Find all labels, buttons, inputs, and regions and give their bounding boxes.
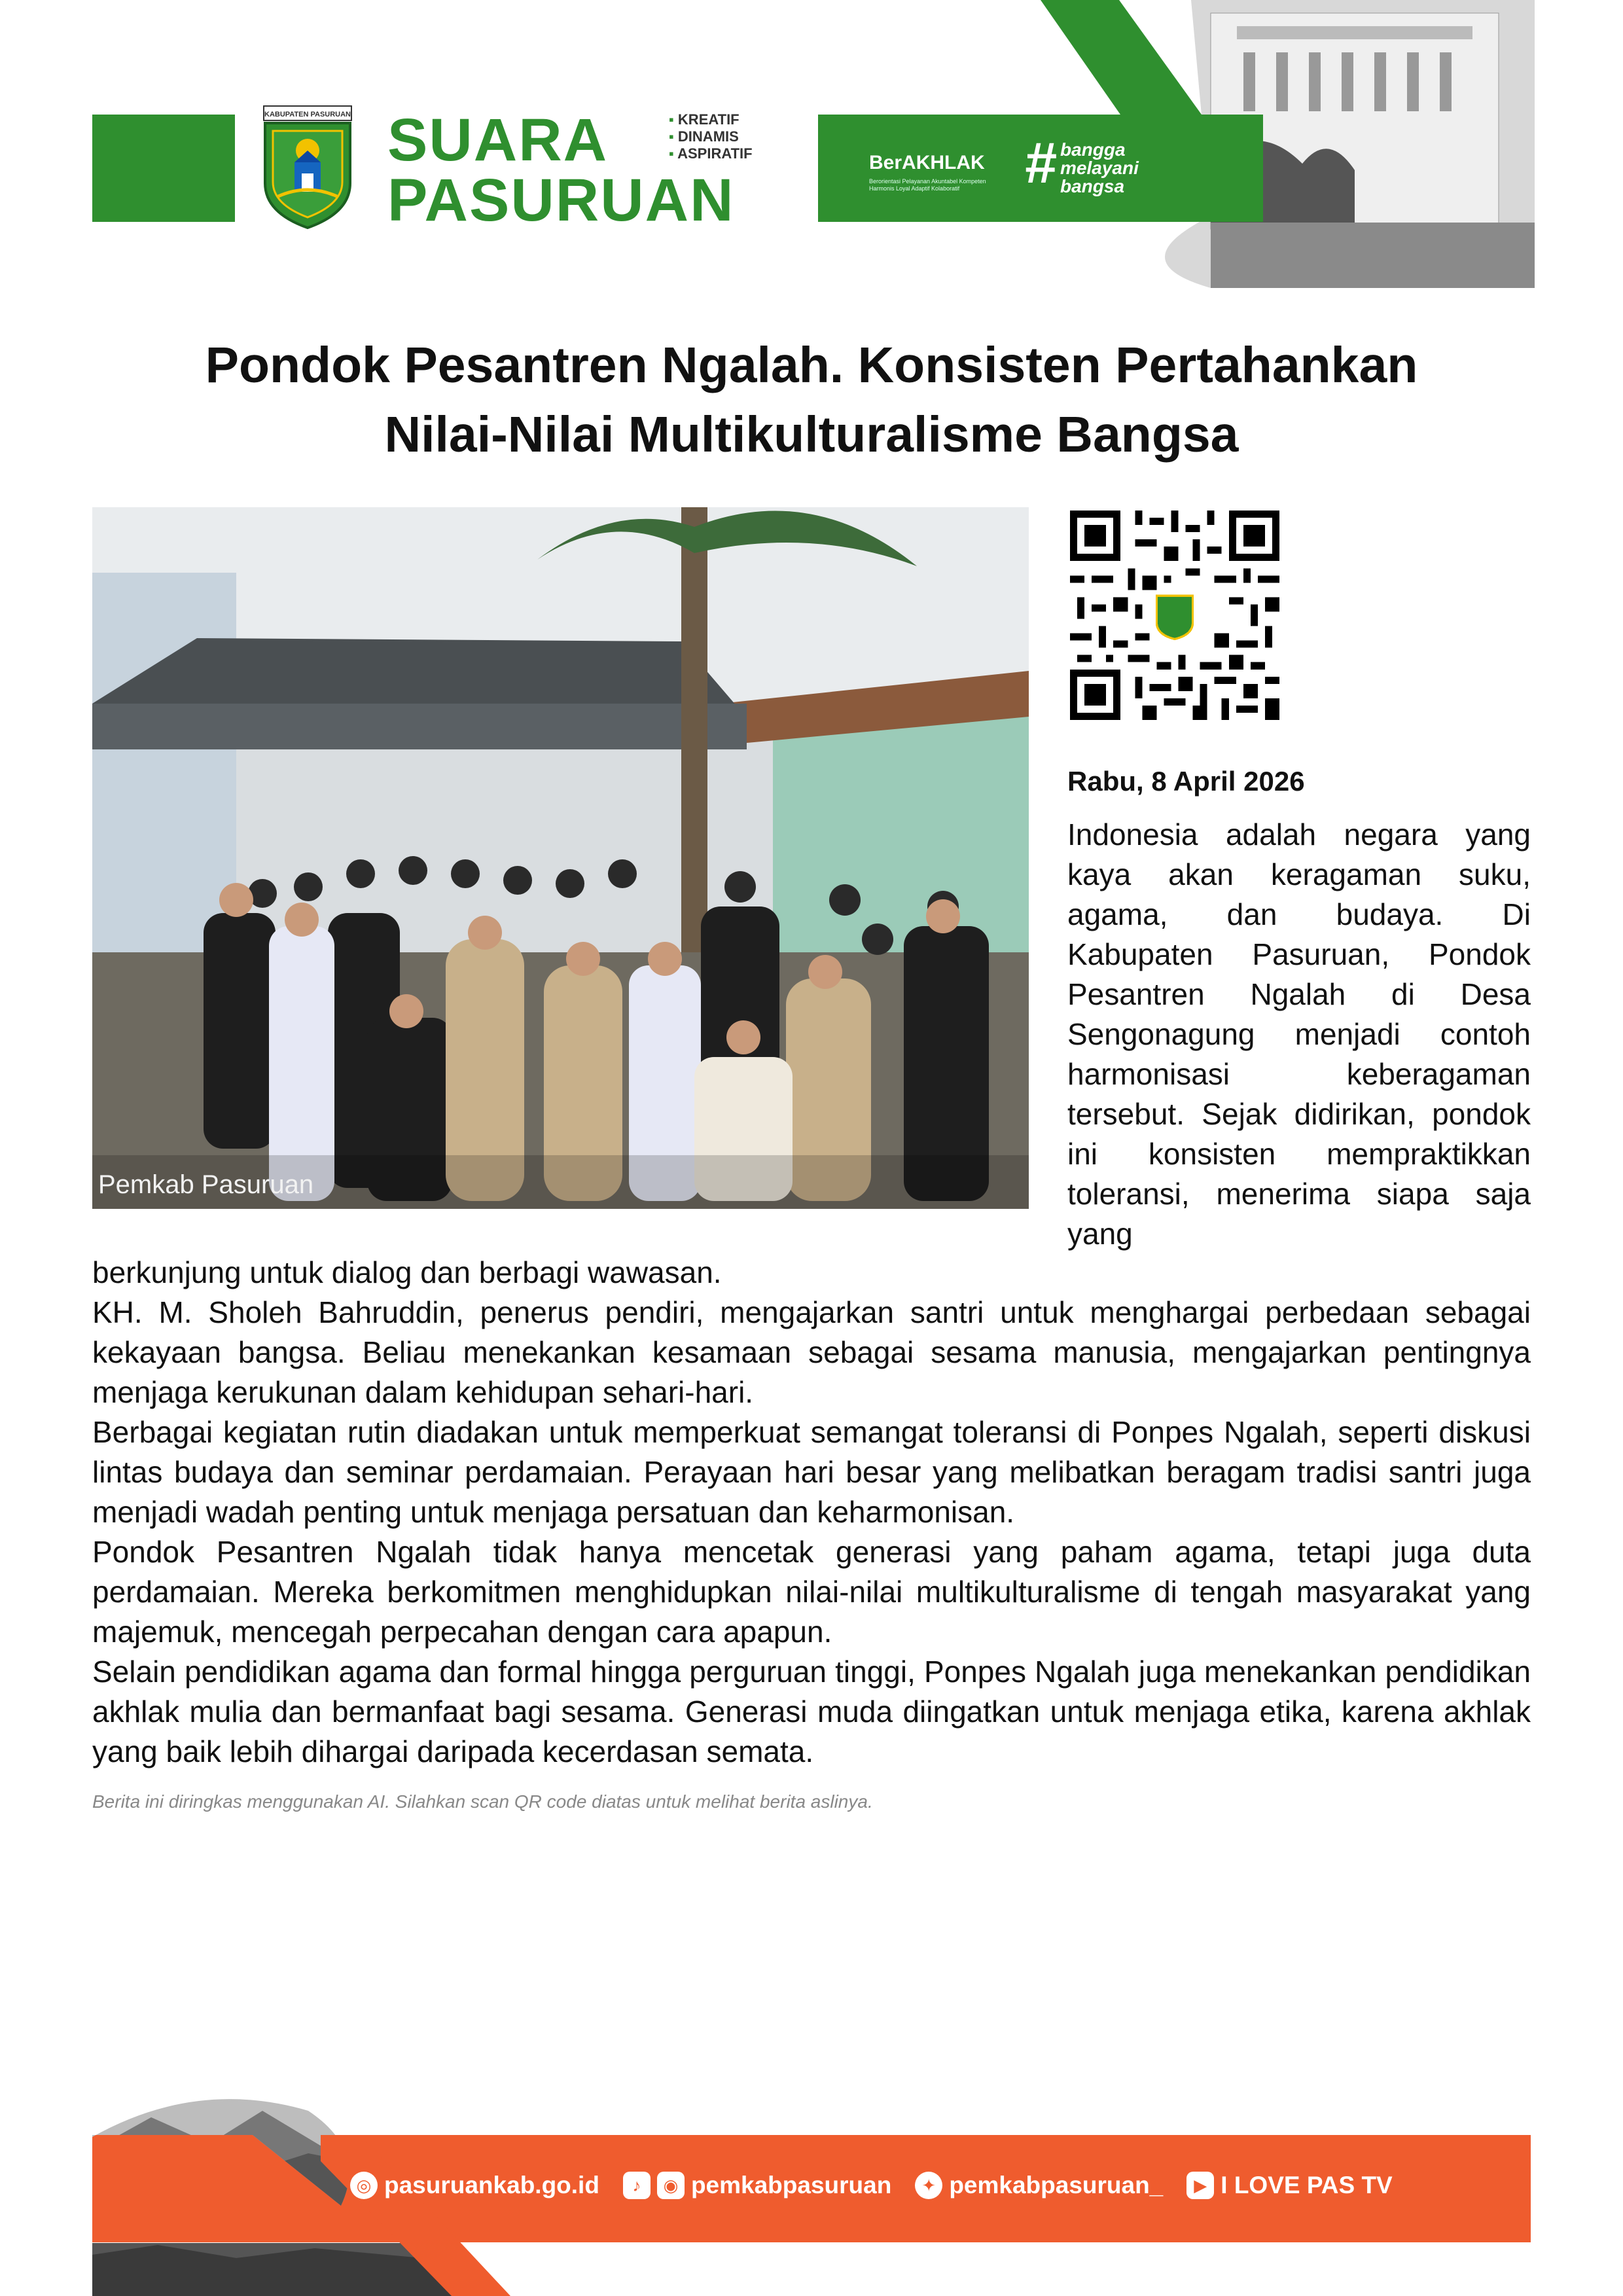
qr-code-icon[interactable]: [1070, 511, 1279, 720]
tiktok-icon: ♪: [623, 2172, 651, 2199]
brand-tagline: [669, 111, 753, 162]
website-link[interactable]: [350, 2172, 599, 2199]
article-body: [92, 1253, 1531, 1772]
article-paragraph: berkunjung untuk dialog dan berbagi wawasan.: [92, 1255, 722, 1289]
twitter-link[interactable]: [915, 2172, 1163, 2199]
ai-disclaimer: Berita ini diringkas menggunakan AI. Silahkan scan QR code diatas untuk melihat berita aslinya.: [92, 1791, 873, 1812]
youtube-icon: ▶: [1186, 2172, 1214, 2199]
brand-line-1: SUARA: [387, 107, 609, 173]
website-text: pasuruankab.go.id: [384, 2172, 599, 2198]
footer-contact-bar: [350, 2172, 1416, 2199]
article-paragraph: Berbagai kegiatan rutin diadakan untuk memperkuat semangat toleransi di Ponpes Ngalah, seperti diskusi lintas budaya dan seminar perdamaian. Perayaan hari besar yang melibatkan beragam tradisi santri juga menjadi wadah penting untuk menjaga persatuan dan keharmonisan.: [92, 1415, 1531, 1529]
social-link[interactable]: [623, 2172, 891, 2199]
article-paragraph: KH. M. Sholeh Bahruddin, penerus pendiri, mengajarkan santri untuk menghargai perbedaan sebagai kekayaan bangsa. Beliau menekankan kesamaan sebagai sesama manusia, mengajarkan pentingnya menjaga kerukunan dalam kehidupan sehari-hari.: [92, 1295, 1531, 1409]
photo-credit: Pemkab Pasuruan: [98, 1170, 314, 1199]
youtube-link[interactable]: [1186, 2172, 1392, 2199]
article-date: Rabu, 8 April 2026: [1067, 766, 1305, 797]
title-line-1: Pondok Pesantren Ngalah. Konsisten Pertahankan: [205, 337, 1418, 393]
tagline-item: ▪ KREATIF: [669, 111, 753, 128]
article-paragraph: Selain pendidikan agama dan formal hingga perguruan tinggi, Ponpes Ngalah juga menekankan pendidikan akhlak mulia dan bermanfaat bagi sesama. Generasi muda diingatkan untuk menjaga etika, karena akhlak yang baik lebih dihargai daripada kecerdasan semata.: [92, 1655, 1531, 1768]
bangga-line: melayani: [1060, 158, 1139, 178]
tagline-item: ▪ DINAMIS: [669, 128, 753, 145]
berakhlak-logo: BerAKHLAK: [869, 152, 985, 173]
bangga-line: bangsa: [1060, 176, 1125, 196]
instagram-icon: ◉: [657, 2172, 685, 2199]
globe-icon: ◎: [350, 2172, 378, 2199]
crest-text: KABUPATEN PASURUAN: [264, 111, 351, 118]
bangga-line: bangga: [1060, 139, 1126, 160]
article-lead: Indonesia adalah negara yang kaya akan keragaman suku, agama, dan budaya. Di Kabupaten Pasuruan, Pondok Pesantren Ngalah di Desa Sengonagung menjadi contoh harmonisasi keberagaman tersebut. Sejak didirikan, pondok ini konsisten mempraktikkan toleransi, menerima siapa saja yang: [1067, 817, 1531, 1251]
article-paragraph: Pondok Pesantren Ngalah tidak hanya mencetak generasi yang paham agama, tetapi juga duta perdamaian. Mereka berkomitmen menghidupkan nilai-nilai multikulturalisme di tengah masyarakat yang majemuk, mencegah perpecahan dengan cara apapun.: [92, 1535, 1531, 1649]
bangga-melayani-bangsa: [1060, 141, 1139, 196]
tagline-item: ▪ ASPIRATIF: [669, 145, 753, 162]
brand-line-2: PASURUAN: [387, 167, 735, 234]
social-handle-text: pemkabpasuruan: [690, 2172, 892, 2198]
youtube-text: I LOVE PAS TV: [1221, 2172, 1393, 2198]
twitter-handle-text: pemkabpasuruan_: [949, 2172, 1164, 2198]
hashtag-icon: #: [1024, 130, 1056, 195]
berakhlak-subtitle: Berorientasi Pelayanan Akuntabel Kompeten Harmonis Loyal Adaptif Kolaboratif: [869, 178, 986, 192]
article-title: [98, 331, 1525, 469]
kabupaten-crest-icon: [259, 105, 357, 229]
twitter-icon: ✦: [915, 2172, 942, 2199]
footer-orange-swoosh: [321, 2135, 524, 2296]
header-left-bar: [92, 115, 235, 222]
title-line-2: Nilai-Nilai Multikulturalisme Bangsa: [384, 406, 1239, 463]
article-photo: [92, 507, 1029, 1209]
